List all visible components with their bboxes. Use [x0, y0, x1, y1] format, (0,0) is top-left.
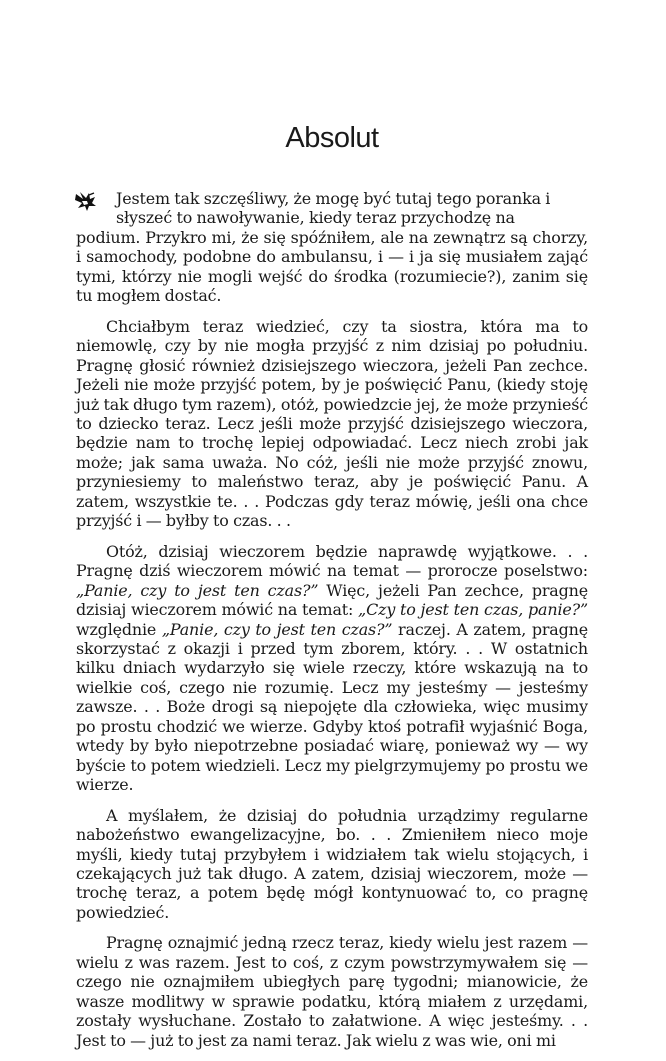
paragraph-4: A myślałem, że dzisiaj do południa urządzimy regularne nabożeństwo ewangelizacyjne, bo. . . Zmieniłem nieco moje myśli, kiedy tutaj przybyłem i widziałem tak wielu stojących, i czekających już tak długo. A zatem, dzisiaj wieczorem, może — trochę teraz, a potem będę mógł kontynuować to, co pragnę powiedzieć.: [76, 805, 588, 922]
paragraph-3-quote-3: „Panie, czy to jest ten czas?”: [161, 619, 393, 639]
paragraph-1: [76, 189, 588, 306]
paragraph-3-part-g: raczej. A zatem, pragnę skorzystać z okazji i przed tym zborem, który. . . W ostatnich kilku dniach wydarzyło się wiele rzeczy, które wskazują na to wielkie coś, czego nie rozumię. Lecz my jesteśmy — jesteśmy zawsze. . . Boże drogi są niepojęte dla człowieka, więc musimy po prostu chodzić we wierze. Gdyby ktoś potrafił wyjaśnić Boga, wtedy by było niepotrzebne posiadać wiarę, ponieważ wy — wy byście to potem wiedzieli. Lecz my pielgrzymujemy po prostu we wierze.: [76, 619, 588, 795]
paragraph-1-rest: podium. Przykro mi, że się spóźniłem, ale na zewnątrz są chorzy, i samochody, podobne do ambulansu, i — i ja się musiałem zająć tymi, którzy nie mogli wejść do środka (rozumiecie?), zanim się tu mogłem dostać.: [76, 227, 588, 306]
paragraph-1-line-2: słyszeć to nawoływanie, kiedy teraz przychodzę na: [116, 208, 515, 228]
paragraph-5: Pragnę oznajmić jedną rzecz teraz, kiedy wielu jest razem — wielu z was razem. Jest to coś, z czym powstrzymywałem się — czego nie oznajmiłem ubiegłych parę tygodni; mianowicie, że wasze modlitwy w sprawie podatku, którą miałem z urzędami, zostały wysłuchane. Zostało to załatwione. A więc jesteśmy. . . Jest to — już to jest za nami teraz. Jak wielu z was wie, oni mi: [76, 933, 588, 1050]
paragraph-3-part-c: Więc, jeżeli Pan zechce, pragnę dzisiaj wieczorem mówić na temat:: [76, 580, 588, 620]
paragraph-2: Chciałbym teraz wiedzieć, czy ta siostra, która ma to niemowlę, czy by nie mogła przyjść z nim dzisiaj po południu. Pragnę głosić również dzisiejszego wieczora, jeżeli Pan zechce. Jeżeli nie może przyjść potem, by je poświęcić Panu, (kiedy stoję już tak długo tym razem), otóż, powiedzcie jej, że może przynieść to dziecko teraz. Lecz jeśli może przyjść dzisiejszego wieczora, będzie nam to trochę lepiej odpowiadać. Lecz niech zrobi jak może; jak sama uważa. No cóż, jeśli nie może przyjść znowu, przyniesiemy to maleństwo teraz, aby je poświęcić Panu. A zatem, wszystkie te. . . Podczas gdy teraz mówię, jeśli ona chce przyjść i — byłby to czas. . .: [76, 316, 588, 531]
paragraph-3-quote-1: „Panie, czy to jest ten czas?”: [76, 580, 319, 600]
paragraph-3-part-a: Otóż, dzisiaj wieczorem będzie naprawdę wyjątkowe. . . Pragnę dziś wieczorem mówić na temat — prorocze poselstwo:: [76, 541, 588, 581]
paragraph-3: [76, 542, 588, 795]
paragraph-3-part-e: względnie: [76, 619, 162, 639]
paragraph-3-quote-2: „Czy to jest ten czas, panie?”: [358, 600, 588, 620]
paragraph-1-line-1: Jestem tak szczęśliwy, że mogę być tutaj tego poranka i: [116, 189, 551, 208]
dove-icon: [74, 190, 98, 212]
page-title: Absolut: [285, 122, 379, 154]
body-text: [76, 189, 588, 1061]
